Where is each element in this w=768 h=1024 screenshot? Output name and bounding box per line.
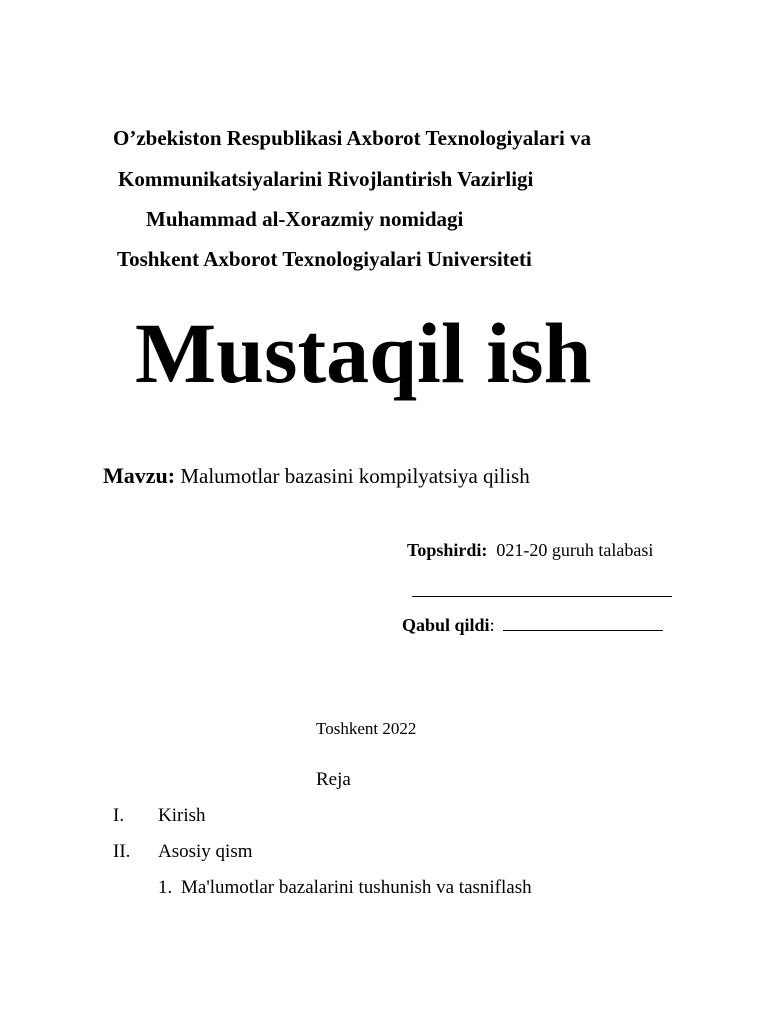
submitted-value: 021-20 guruh talabasi [496,540,654,560]
header-line-4: Toshkent Axborot Texnologiyalari Universiteti [117,247,532,271]
accepted-label: Qabul qildi [402,615,490,635]
submitted-label: Topshirdi: [407,540,488,560]
accepted-line [402,612,663,636]
header-line-1: O’zbekiston Respublikasi Axborot Texnologiyalari va [113,126,592,150]
header-line-2: Kommunikatsiyalarini Rivojlantirish Vazirligi [118,167,534,191]
accepted-name-blank [503,612,663,631]
accepted-colon: : [489,615,495,635]
city-year: Toshkent 2022 [316,719,417,738]
plan-subitem-marker: 1. [158,877,173,898]
plan-item-marker: I. [113,805,125,826]
document-title: Mustaqil ish [135,305,592,401]
topic-label: Mavzu: [103,463,176,488]
submitted-name-blank [412,580,672,597]
plan-item-text: Asosiy qism [158,841,253,862]
header-line-3: Muhammad al-Xorazmiy nomidagi [146,207,464,231]
topic-value: Malumotlar bazasini kompilyatsiya qilish [180,464,530,488]
submitted-line [407,540,653,561]
plan-heading: Reja [316,769,351,790]
topic-line [103,463,530,489]
plan-item-text: Kirish [158,805,206,826]
plan-subitem-text: Ma'lumotlar bazalarini tushunish va tasniflash [181,877,532,898]
plan-item-marker: II. [113,841,131,862]
